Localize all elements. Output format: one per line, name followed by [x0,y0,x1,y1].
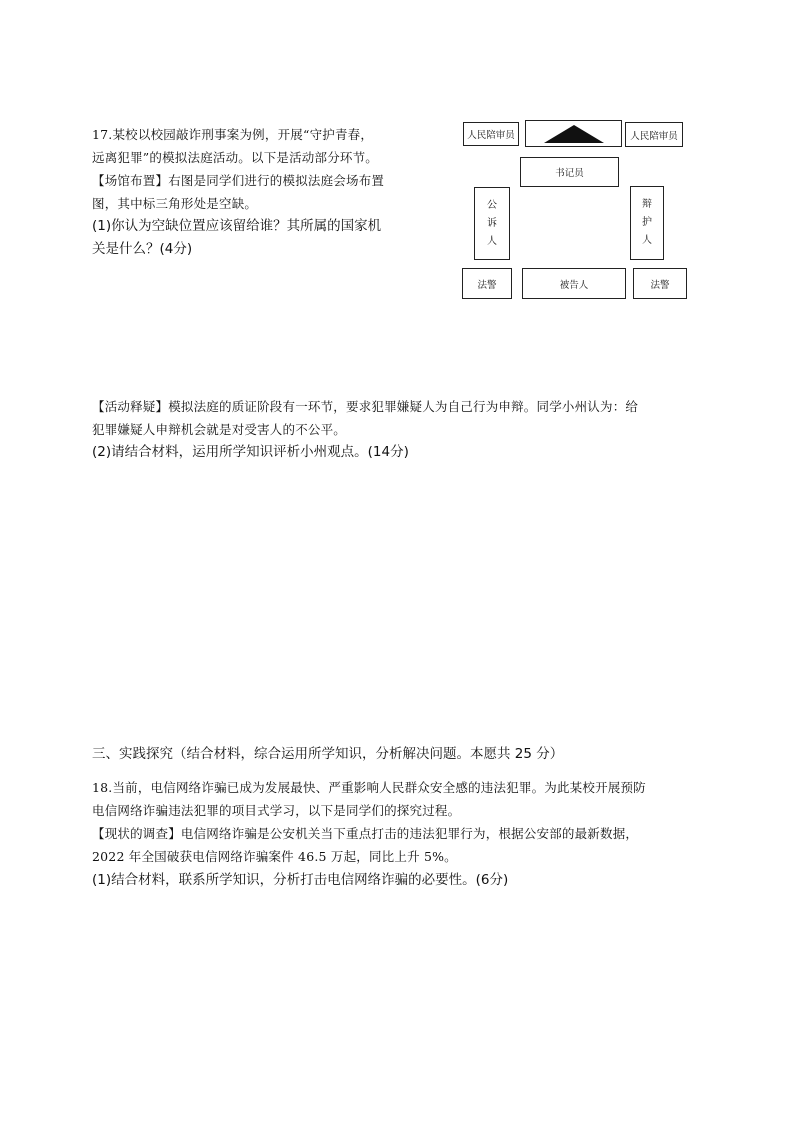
prosecutor-box [474,187,510,260]
juror-left-label: 人民陪审员 [467,130,515,141]
prosecutor-char-2: 诉 [487,217,497,229]
juror-right-box [625,122,683,147]
defender-char-1: 辩 [642,199,652,210]
q17-line-4: 图，其中标三角形处是空缺。 [92,196,258,211]
q17-activity-line-2: 犯罪嫌疑人申辩机会就是对受害人的不公平。 [92,422,347,437]
q17-activity-line-1: 【活动释疑】模拟法庭的质证阶段有一环节，要求犯罪嫌疑人为自己行为申辩。同学小州认为：给 [92,399,639,414]
defender-char-2: 护 [642,217,652,228]
q18-subquestion-1: (1)结合材料，联系所学知识，分析打击电信网络诈骗的必要性。(6分) [92,872,509,888]
defender-char-3: 人 [642,235,652,246]
missing-seat-box [525,120,622,147]
q18-line-1: 18.当前，电信网络诈骗已成为发展最快、严重影响人民群众安全感的违法犯罪。为此某校开展预防 [92,780,646,795]
q18-line-3: 【现状的调查】电信网络诈骗是公安机关当下重点打击的违法犯罪行为，根据公安部的最新数据， [92,826,639,841]
q17-line-2: 远离犯罪”的模拟法庭活动。以下是活动部分环节。 [92,150,378,165]
q18-line-4: 2022 年全国破获电信网络诈骗案件 46.5 万起，同比上升 5%。 [92,849,457,864]
defender-box [630,186,664,260]
q18-line-2: 电信网络诈骗违法犯罪的项目式学习，以下是同学们的探究过程。 [92,803,461,818]
section-3-heading: 三、实践探究（结合材料，综合运用所学知识，分析解决问题。本愿共 25 分） [92,746,564,762]
juror-right-label: 人民陪审员 [630,130,678,142]
bailiff-left-box [462,268,512,299]
q17-line-1: 17.某校以校园敲诈刑事案为例，开展“守护青春， [92,127,374,142]
q17-line-3: 【场馆布置】右图是同学们进行的模拟法庭会场布置 [92,173,385,188]
defendant-label: 被告人 [559,279,589,291]
bailiff-right-label: 法警 [650,279,670,291]
bailiff-left-label: 法警 [477,279,497,291]
q17-subquestion-1-line-1: (1)你认为空缺位置应该留给谁？其所属的国家机 [92,218,382,234]
defendant-box [522,268,626,299]
prosecutor-char-3: 人 [487,235,497,247]
clerk-box [520,157,619,187]
triangle-icon [544,125,604,143]
prosecutor-char-1: 公 [487,199,497,211]
q17-subquestion-2: (2)请结合材料，运用所学知识评析小州观点。(14分) [92,444,409,460]
bailiff-right-box [633,268,687,299]
q17-subquestion-1-line-2: 关是什么？(4分) [92,241,193,257]
clerk-label: 书记员 [555,168,584,179]
juror-left-box [463,122,519,146]
